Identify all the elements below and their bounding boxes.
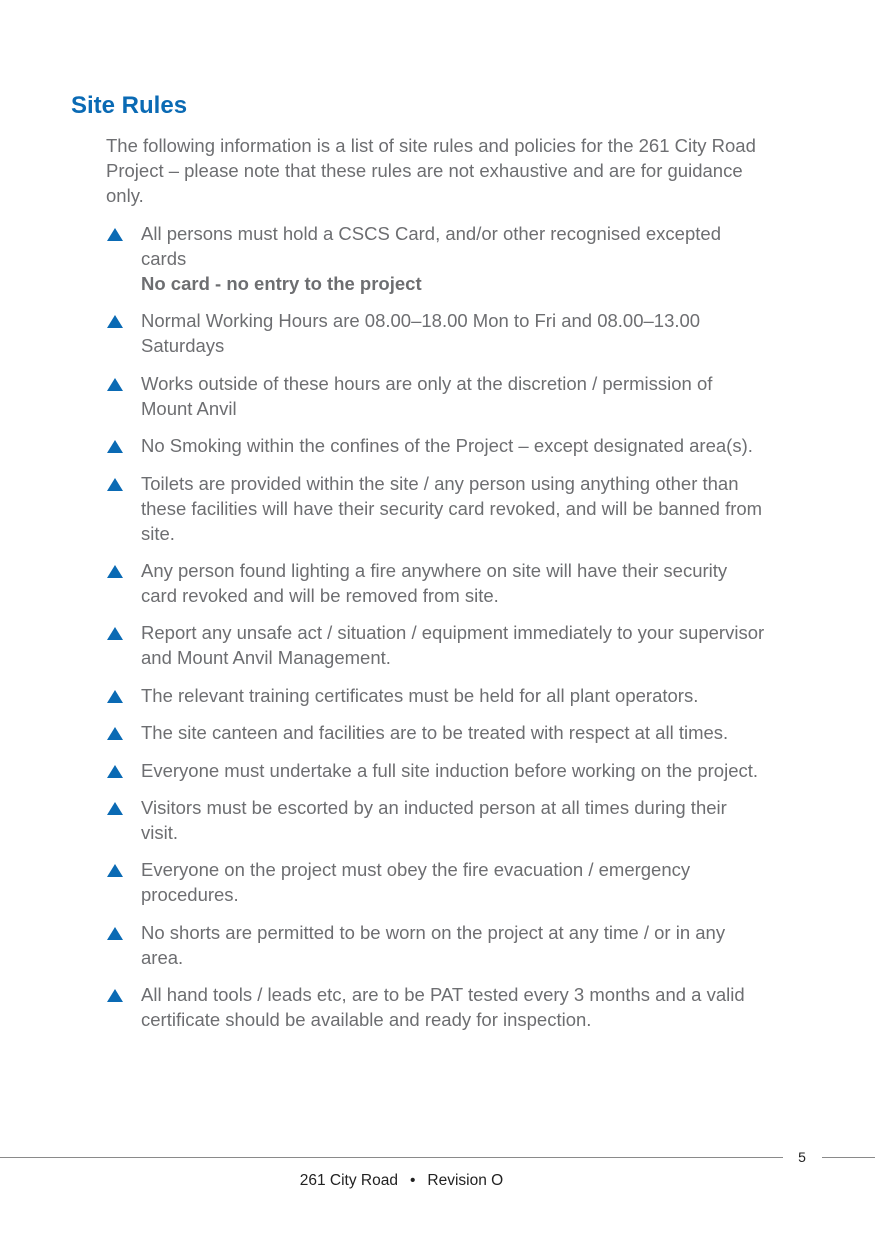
rule-item: [106, 558, 766, 608]
rule-text: Toilets are provided within the site / any person using anything other than these facilities will have their security card revoked, and will be banned from site.: [141, 472, 763, 544]
triangle-bullet-icon: [107, 627, 123, 640]
footer-divider-left: [0, 1157, 783, 1158]
footer-revision: Revision O: [427, 1172, 504, 1189]
rule-item: [106, 720, 766, 745]
footer-project-name: 261 City Road: [299, 1172, 398, 1189]
rule-item: [106, 308, 766, 358]
rule-item: [106, 371, 766, 421]
rule-text: Everyone must undertake a full site induction before working on the project.: [141, 759, 759, 781]
rule-text: All persons must hold a CSCS Card, and/or other recognised excepted cards: [141, 223, 721, 269]
footer: [0, 1171, 803, 1191]
rule-text: The site canteen and facilities are to be treated with respect at all times.: [141, 722, 729, 744]
rule-text: All hand tools / leads etc, are to be PAT tested every 3 months and a valid certificate should be available and ready for inspection.: [141, 984, 745, 1031]
rule-text: Everyone on the project must obey the fire evacuation / emergency procedures.: [141, 859, 691, 906]
rule-item: [106, 758, 766, 783]
footer-divider-right: [822, 1157, 875, 1158]
triangle-bullet-icon: [107, 989, 123, 1002]
rule-text: No shorts are permitted to be worn on the project at any time / or in any area.: [141, 921, 726, 968]
triangle-bullet-icon: [107, 927, 123, 940]
triangle-bullet-icon: [107, 864, 123, 877]
rule-item: [106, 857, 766, 907]
page-number: 5: [798, 1149, 806, 1165]
rule-text: Report any unsafe act / situation / equipment immediately to your supervisor and Mount Anvil Management.: [141, 622, 765, 669]
rule-text: No Smoking within the confines of the Project – except designated area(s).: [141, 435, 753, 457]
triangle-bullet-icon: [107, 440, 123, 453]
rule-text: Works outside of these hours are only at the discretion / permission of Mount Anvil: [141, 372, 713, 419]
rule-item: [106, 433, 766, 458]
rule-note: No card - no entry to the project: [141, 273, 422, 294]
triangle-bullet-icon: [107, 565, 123, 578]
triangle-bullet-icon: [107, 765, 123, 778]
triangle-bullet-icon: [107, 228, 123, 241]
rule-text: The relevant training certificates must be held for all plant operators.: [141, 684, 699, 706]
rule-text: Visitors must be escorted by an inducted person at all times during their visit.: [141, 796, 727, 843]
rule-item: [106, 471, 766, 546]
triangle-bullet-icon: [107, 802, 123, 815]
rule-text: Any person found lighting a fire anywhere on site will have their security card revoked and will be removed from site.: [141, 559, 728, 606]
footer-separator: •: [409, 1172, 416, 1189]
rule-item: [106, 221, 766, 296]
page-title: Site Rules: [71, 92, 188, 119]
site-rules-list: [106, 221, 766, 1032]
rule-text: Normal Working Hours are 08.00–18.00 Mon to Fri and 08.00–13.00 Saturdays: [141, 310, 701, 357]
triangle-bullet-icon: [107, 727, 123, 740]
rule-item: [106, 683, 766, 708]
intro-paragraph: The following information is a list of site rules and policies for the 261 City Road Project – please note that these rules are not exhaustive and are for guidance only.: [106, 135, 756, 206]
rule-item: [106, 795, 766, 845]
triangle-bullet-icon: [107, 690, 123, 703]
triangle-bullet-icon: [107, 315, 123, 328]
triangle-bullet-icon: [107, 478, 123, 491]
rule-item: [106, 620, 766, 670]
rule-item: [106, 982, 766, 1032]
rule-item: [106, 920, 766, 970]
triangle-bullet-icon: [107, 378, 123, 391]
